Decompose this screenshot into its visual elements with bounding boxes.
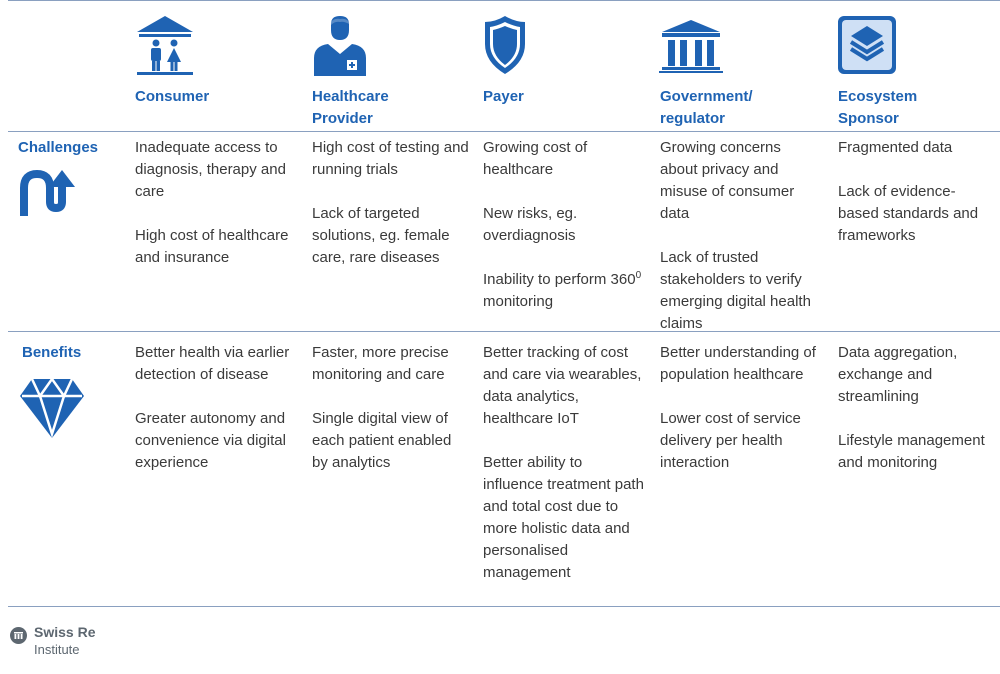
cell-text: Data aggregation, exchange and streamlining xyxy=(838,344,958,405)
cell-text: New risks, eg. overdiagnosis xyxy=(483,205,578,244)
cell-text: Lack of targeted solutions, eg. female care, rare diseases xyxy=(312,205,450,266)
government-building-icon xyxy=(658,14,724,76)
cell-challenges-sponsor xyxy=(838,137,988,247)
logo-name: Swiss Re xyxy=(34,624,96,640)
cell-text: High cost of healthcare and insurance xyxy=(135,227,289,266)
layers-icon xyxy=(836,14,900,76)
swiss-re-logo-icon xyxy=(10,627,27,644)
people-under-roof-icon xyxy=(135,14,195,76)
cell-text: Greater autonomy and convenience via digital experience xyxy=(135,410,286,471)
column-header-sponsor: Ecosystem Sponsor xyxy=(838,88,918,127)
row-label-benefits: Benefits xyxy=(22,344,82,361)
cell-challenges-government xyxy=(660,137,820,335)
shield-icon xyxy=(483,14,527,76)
column-header-consumer: Consumer xyxy=(135,88,210,105)
cell-text: Inadequate access to diagnosis, therapy and care xyxy=(135,139,286,200)
cell-benefits-payer xyxy=(483,342,645,584)
cell-text: Better understanding of population healthcare xyxy=(660,344,816,383)
row-rule xyxy=(8,331,1000,332)
cell-challenges-consumer xyxy=(135,137,295,269)
cell-benefits-consumer xyxy=(135,342,295,474)
cell-text: Inability to perform $360^0$ monitoring xyxy=(483,270,642,310)
cell-text: Fragmented data xyxy=(838,139,953,156)
cell-text: Better ability to influence treatment path and total cost due to more holistic data and personalised management xyxy=(483,454,644,581)
doctor-icon xyxy=(312,14,368,76)
cell-text: High cost of testing and running trials xyxy=(312,139,469,178)
cell-text: Better tracking of cost and care via wearables, data analytics, healthcare IoT xyxy=(483,344,642,427)
cell-text: Lower cost of service delivery per health interaction xyxy=(660,410,801,471)
logo-subtitle: Institute xyxy=(34,642,80,657)
cell-text: Lack of trusted stakeholders to verify emerging digital health claims xyxy=(660,249,811,332)
cell-benefits-provider xyxy=(312,342,470,474)
cell-challenges-payer xyxy=(483,137,643,313)
cell-text: Growing concerns about privacy and misuse of consumer data xyxy=(660,139,795,222)
cell-text: Single digital view of each patient enabled by analytics xyxy=(312,410,452,471)
cell-text: Faster, more precise monitoring and care xyxy=(312,344,449,383)
top-rule xyxy=(8,0,1000,1)
column-header-government: Government/ regulator xyxy=(660,88,753,127)
header-rule xyxy=(8,131,1000,132)
row-label-challenges: Challenges xyxy=(18,139,99,156)
cell-benefits-government xyxy=(660,342,820,474)
cell-text: Lack of evidence-based standards and frameworks xyxy=(838,183,979,244)
bottom-rule xyxy=(8,606,1000,607)
up-arrow-u-turn-icon xyxy=(20,168,80,225)
column-header-provider: Healthcare Provider xyxy=(312,88,389,127)
diamond-icon xyxy=(18,376,86,445)
column-header-payer: Payer xyxy=(483,88,524,105)
cell-benefits-sponsor xyxy=(838,342,988,474)
cell-text: Growing cost of healthcare xyxy=(483,139,588,178)
cell-text: Better health via earlier detection of disease xyxy=(135,344,290,383)
cell-challenges-provider xyxy=(312,137,470,269)
cell-text: Lifestyle management and monitoring xyxy=(838,432,985,471)
